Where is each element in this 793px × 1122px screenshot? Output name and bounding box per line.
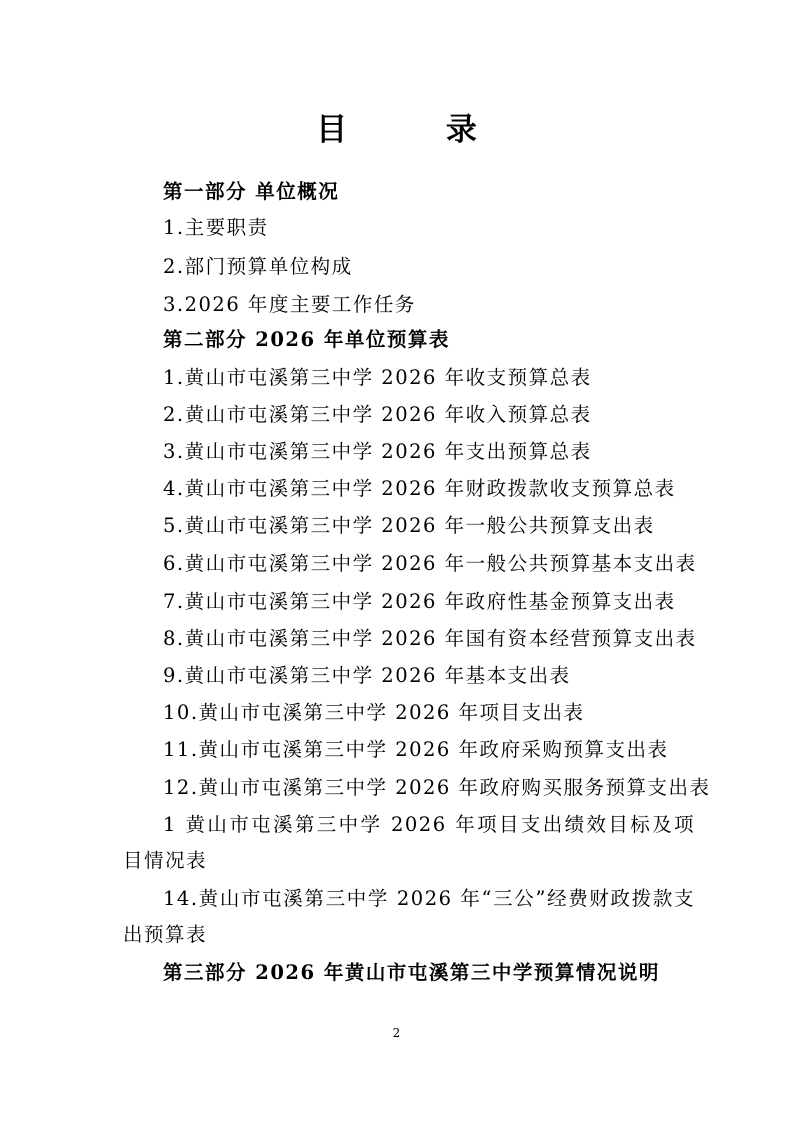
toc-item-wrapped: 14.黄山市屯溪第三中学 2026 年“三公”经费财政拨款支出预算表 — [123, 887, 695, 946]
toc-item: 2.部门预算单位构成 — [163, 255, 353, 278]
toc-item: 6.黄山市屯溪第三中学 2026 年一般公共预算基本支出表 — [163, 552, 697, 575]
toc-item: 7.黄山市屯溪第三中学 2026 年政府性基金预算支出表 — [163, 590, 676, 613]
page-number: 2 — [392, 1026, 401, 1040]
toc-item: 3.黄山市屯溪第三中学 2026 年支出预算总表 — [163, 440, 592, 463]
toc-item-wrapped: 1 黄山市屯溪第三中学 2026 年项目支出绩效目标及项目情况表 — [123, 813, 695, 872]
toc-item: 8.黄山市屯溪第三中学 2026 年国有资本经营预算支出表 — [163, 627, 697, 650]
toc-item: 9.黄山市屯溪第三中学 2026 年基本支出表 — [163, 664, 571, 687]
toc-item: 10.黄山市屯溪第三中学 2026 年项目支出表 — [163, 701, 585, 724]
section-heading-part-3: 第三部分 2026 年黄山市屯溪第三中学预算情况说明 — [163, 961, 660, 984]
section-heading-part-1: 第一部分 单位概况 — [163, 180, 340, 203]
toc-item: 3.2026 年度主要工作任务 — [163, 293, 416, 316]
toc-item: 5.黄山市屯溪第三中学 2026 年一般公共预算支出表 — [163, 514, 655, 537]
toc-item: 11.黄山市屯溪第三中学 2026 年政府采购预算支出表 — [163, 738, 669, 761]
toc-item: 1.主要职责 — [163, 216, 269, 239]
section-heading-part-2: 第二部分 2026 年单位预算表 — [163, 328, 450, 351]
toc-item: 12.黄山市屯溪第三中学 2026 年政府购买服务预算支出表 — [163, 776, 711, 799]
toc-item: 1.黄山市屯溪第三中学 2026 年收支预算总表 — [163, 366, 592, 389]
page-title: 目 录 — [316, 112, 521, 148]
toc-item: 4.黄山市屯溪第三中学 2026 年财政拨款收支预算总表 — [163, 477, 676, 500]
toc-item: 2.黄山市屯溪第三中学 2026 年收入预算总表 — [163, 403, 592, 426]
